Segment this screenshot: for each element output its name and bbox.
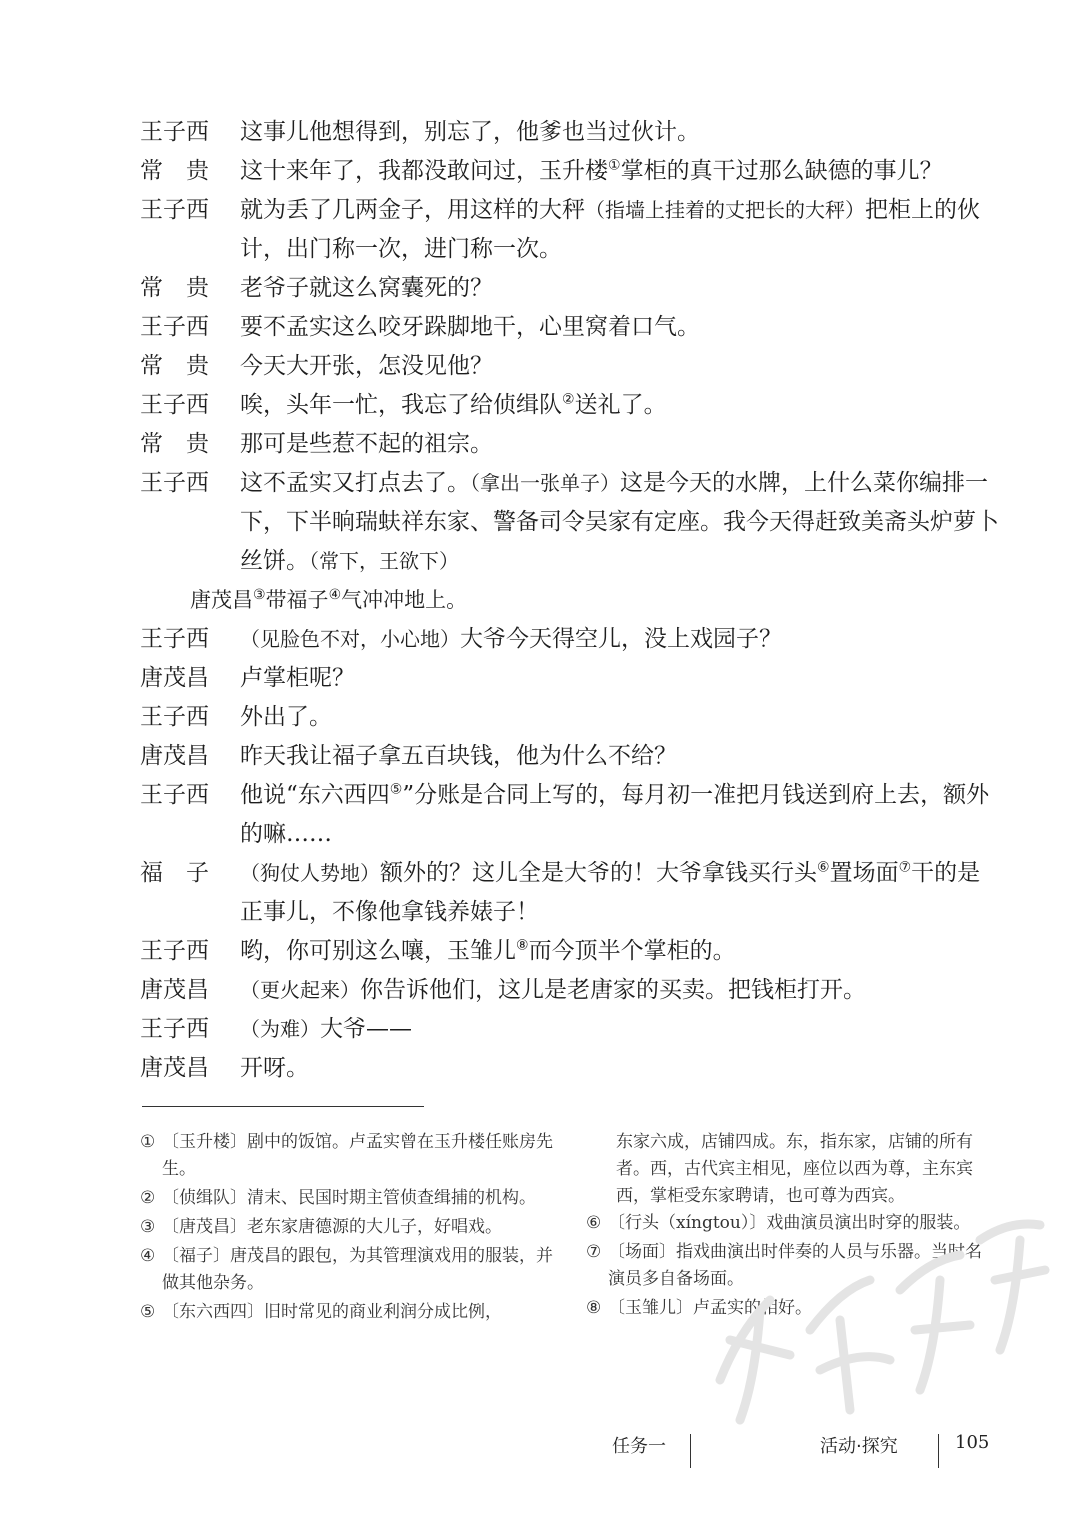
speech	[240, 1010, 1000, 1049]
speech	[240, 1049, 1000, 1088]
dialogue-line	[140, 854, 1000, 932]
footnote-text: 〔场面〕指戏曲演出时伴奏的人员与乐器。当时名演员多自备场面。	[608, 1242, 982, 1289]
footnote	[140, 1214, 560, 1241]
footnote-number: ④	[140, 1246, 156, 1266]
speech	[240, 776, 1000, 854]
speech-text: 要不孟实这么咬牙跺脚地干，心里窝着口气。	[240, 314, 700, 340]
speech-text: ”分账是合同上写的，每月初一准把月钱送到府上去，额外的嘛……	[240, 782, 990, 847]
dialogue-line	[140, 971, 1000, 1010]
speech	[240, 269, 1000, 308]
footer-separator	[938, 1434, 939, 1468]
speech-text: 开呀。	[240, 1055, 309, 1081]
speech-text: 唉，头年一忙，我忘了给侦缉队	[240, 392, 562, 418]
speech-text: 气冲冲地上。	[341, 588, 468, 612]
dialogue-line	[140, 269, 1000, 308]
speech-text: 卢掌柜呢？	[240, 665, 355, 691]
speaker-name: 王子西	[140, 626, 209, 652]
speaker-name: 常 贵	[140, 353, 209, 379]
speaker-name: 王子西	[140, 197, 209, 223]
stage-direction: （为难）	[240, 1017, 320, 1041]
stage-direction: （拿出一张单子）	[470, 471, 620, 495]
dialogue-line	[140, 1010, 1000, 1049]
speech-text: 哟，你可别这么嚷，玉雏儿	[240, 938, 516, 964]
footnote-marker: ⑧	[516, 937, 529, 954]
footnote-marker: ④	[328, 587, 342, 603]
footnote-divider	[142, 1106, 424, 1107]
dialogue-line	[140, 347, 1000, 386]
dialogue-line	[140, 659, 1000, 698]
speech-text: 带福子	[265, 588, 329, 612]
speech	[240, 698, 1000, 737]
speech	[240, 347, 1000, 386]
footnote-text: 〔玉雏儿〕卢孟实的相好。	[608, 1298, 812, 1318]
speech-text: 昨天我让福子拿五百块钱，他为什么不给？	[240, 743, 677, 769]
footnote-number: ①	[140, 1132, 156, 1152]
footnote-text: 〔侦缉队〕清末、民国时期主管侦查缉捕的机构。	[162, 1188, 536, 1208]
speech-text: 把柜上的伙计，出门称一次，进门称一次。	[240, 197, 980, 262]
speaker-name: 王子西	[140, 314, 209, 340]
speech	[240, 191, 1000, 269]
speech-text: 老爷子就这么窝囊死的？	[240, 275, 493, 301]
speaker-name: 唐茂昌	[140, 743, 209, 769]
footnote-text: 〔唐茂昌〕老东家唐德源的大儿子，好唱戏。	[162, 1217, 502, 1237]
footnote-text: 〔福子〕唐茂昌的跟包，为其管理演戏用的服装，并做其他杂务。	[162, 1246, 553, 1293]
stage-direction: （更火起来）	[240, 978, 360, 1002]
footnote-marker: ②	[562, 391, 575, 408]
footnote-number: ⑥	[586, 1213, 602, 1233]
speech-text: 送礼了。	[574, 392, 667, 418]
footnote-marker: ⑦	[898, 859, 912, 876]
dialogue-line	[140, 386, 1000, 425]
speech-text: 今天大开张，怎没见他？	[240, 353, 493, 379]
footnote-5-continued: 东家六成，店铺四成。东，指东家，店铺的所有者。西，古代宾主相见，座位以西为尊，主东宾西，掌柜受东家聘请，也可尊为西宾。	[616, 1132, 973, 1206]
action-line	[140, 581, 1000, 620]
footnote	[140, 1185, 560, 1212]
speaker-name: 王子西	[140, 938, 209, 964]
dialogue-line	[140, 425, 1000, 464]
speech-text: 这不孟实又打点去了。	[240, 470, 470, 496]
speech	[240, 152, 1000, 191]
speech-text: 这事儿他想得到，别忘了，他爹也当过伙计。	[240, 119, 700, 145]
speaker-name: 王子西	[140, 470, 209, 496]
footer-task: 任务一	[612, 1436, 666, 1457]
speaker-name: 王子西	[140, 119, 209, 145]
speaker-name: 常 贵	[140, 158, 209, 184]
speech	[240, 659, 1000, 698]
footnote-number: ②	[140, 1188, 156, 1208]
speech	[240, 308, 1000, 347]
speech-text: 这十来年了，我都没敢问过，玉升楼	[240, 158, 608, 184]
footnote-number: ⑤	[140, 1302, 156, 1322]
speech-text: 他说“东六西四	[240, 782, 390, 808]
footer-section: 活动·探究	[820, 1436, 898, 1457]
dialogue-line	[140, 191, 1000, 269]
speaker-name: 唐茂昌	[140, 977, 209, 1003]
footnote-text: 〔东六西四〕旧时常见的商业利润分成比例，	[162, 1302, 502, 1322]
footnote-marker: ③	[253, 587, 266, 603]
dialogue-line	[140, 737, 1000, 776]
stage-direction: （指墙上挂着的丈把长的大秤）	[585, 198, 865, 222]
stage-direction: （见脸色不对，小心地）	[240, 627, 460, 651]
speaker-name: 王子西	[140, 704, 209, 730]
speech-text: 那可是些惹不起的祖宗。	[240, 431, 493, 457]
page-number: 105	[955, 1432, 990, 1453]
dialogue-line	[140, 113, 1000, 152]
footnote	[140, 1129, 560, 1183]
speech-text: 唐茂昌	[190, 588, 253, 612]
footnote	[140, 1243, 560, 1297]
dialogue-line	[140, 776, 1000, 854]
speech-text: 就为丢了几两金子，用这样的大秤	[240, 197, 585, 223]
dialogue-block	[140, 113, 1000, 1088]
speech-text: 掌柜的真干过那么缺德的事儿？	[620, 158, 943, 184]
footnote-marker: ⑥	[817, 859, 830, 876]
speaker-name: 王子西	[140, 392, 209, 418]
speech	[240, 464, 1000, 581]
dialogue-line	[140, 152, 1000, 191]
speech	[240, 854, 1000, 932]
speech-text: 这是今天的水牌，上什么菜你编排一下，下半晌瑞蚨祥东家、警备司令吴家有定座。我今天得赶致美斋头炉萝卜丝饼。	[240, 470, 999, 574]
speech	[240, 737, 1000, 776]
speech-text: 干的是正事儿，不像他拿钱养婊子！	[240, 860, 981, 925]
speech	[240, 113, 1000, 152]
speaker-name: 王子西	[140, 782, 209, 808]
speech-text: 而今顶半个掌柜的。	[528, 938, 736, 964]
speech	[240, 620, 1000, 659]
stage-direction: （狗仗人势地）	[240, 861, 380, 885]
speech	[240, 932, 1000, 971]
footnote-number: ⑦	[586, 1242, 602, 1262]
footnote	[140, 1299, 560, 1326]
footnote-number: ⑧	[586, 1298, 602, 1318]
dialogue-line	[140, 698, 1000, 737]
footnote-text: 〔玉升楼〕剧中的饭馆。卢孟实曾在玉升楼任账房先生。	[162, 1132, 553, 1179]
dialogue-line	[140, 932, 1000, 971]
speech	[240, 971, 1000, 1010]
speech	[240, 425, 1000, 464]
speech	[240, 386, 1000, 425]
speaker-name: 唐茂昌	[140, 1055, 209, 1081]
speaker-name: 福 子	[140, 860, 209, 886]
speech-text: 大爷——	[320, 1016, 412, 1042]
footnote-text: 〔行头（xíngtou）〕戏曲演员演出时穿的服装。	[608, 1213, 971, 1233]
speaker-name: 王子西	[140, 1016, 209, 1042]
dialogue-line	[140, 1049, 1000, 1088]
speech-text: 大爷今天得空儿，没上戏园子？	[460, 626, 782, 652]
speaker-name: 唐茂昌	[140, 665, 209, 691]
footnote-marker: ⑤	[389, 781, 403, 798]
dialogue-line	[140, 308, 1000, 347]
dialogue-line	[140, 620, 1000, 659]
speech-text: 外出了。	[240, 704, 332, 730]
speech-text: 你告诉他们，这儿是老唐家的买卖。把钱柜打开。	[360, 977, 866, 1003]
watermark-logo	[700, 1180, 1060, 1430]
footer-separator	[690, 1434, 691, 1468]
footnotes-left-column	[140, 1129, 560, 1328]
speaker-name: 常 贵	[140, 431, 209, 457]
speech-text: 额外的？这儿全是大爷的！大爷拿钱买行头	[380, 860, 817, 886]
dialogue-line	[140, 464, 1000, 581]
footnote-number: ③	[140, 1217, 156, 1237]
stage-direction: （常下，王欲下）	[309, 549, 459, 573]
speech-text: 置场面	[829, 860, 899, 886]
speaker-name: 常 贵	[140, 275, 209, 301]
footnote-marker: ①	[608, 157, 621, 174]
